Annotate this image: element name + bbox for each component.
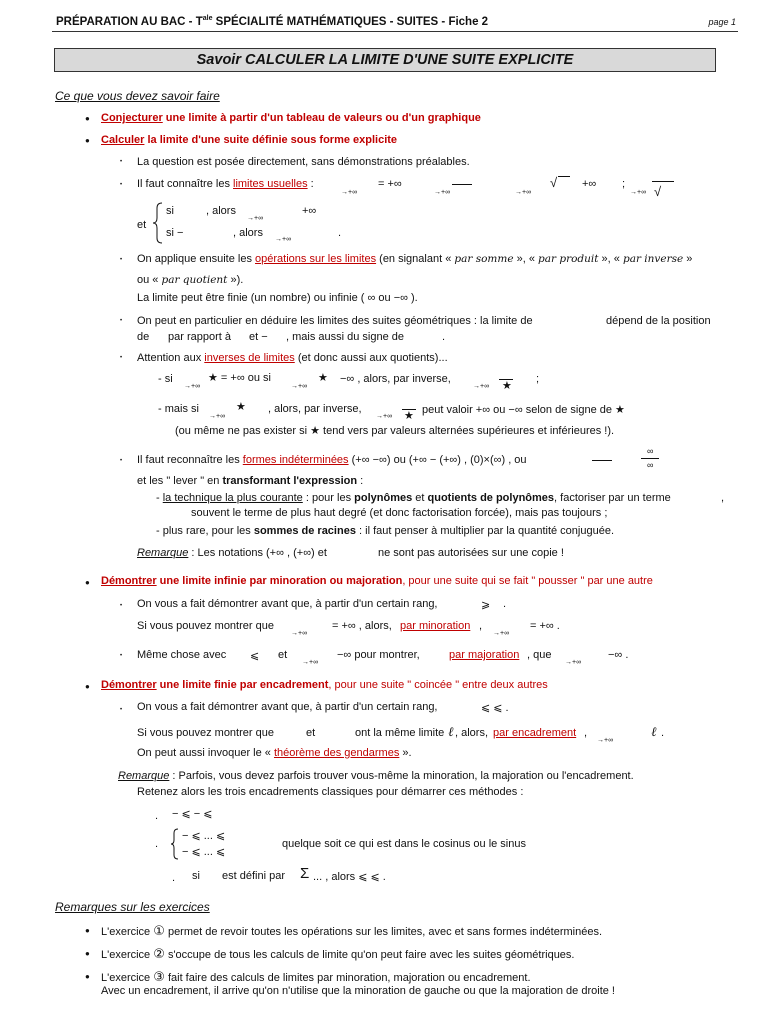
inv-semi: ; bbox=[536, 373, 540, 385]
eq-limit-3: +∞ bbox=[582, 178, 597, 190]
inv-star-plus: ★ = +∞ ou si bbox=[208, 372, 271, 384]
lim-subscript: →+∞ bbox=[275, 236, 292, 243]
bullet-icon: ● bbox=[85, 926, 90, 935]
lim-subscript: →+∞ bbox=[597, 737, 614, 744]
lim-subscript: →+∞ bbox=[376, 413, 393, 420]
inv-star-2: ★ bbox=[318, 372, 328, 384]
star-icon: ★ bbox=[502, 380, 512, 392]
text-si-vous-pouvez-1: Si vous pouvez montrer que bbox=[137, 620, 274, 632]
lim-subscript: →+∞ bbox=[291, 630, 308, 637]
sub-bullet-icon: • bbox=[120, 257, 123, 263]
fraction-bar bbox=[641, 458, 659, 459]
text-position: dépend de la position bbox=[606, 315, 711, 327]
text-haut-degre: souvent le terme de plus haut degré (et donc factorisation forcée), mais pas toujours ; bbox=[191, 507, 608, 519]
sub-bullet-icon: • bbox=[120, 653, 123, 659]
geq-sign: ⩾ bbox=[481, 599, 491, 611]
text-suites-geometriques: On peut en particulier en déduire les limites des suites géométriques : la limite de bbox=[137, 315, 533, 327]
text-limite-finie-infinie: La limite peut être finie (un nombre) ou infinie ( ∞ ou −∞ ). bbox=[137, 292, 418, 304]
point-calculer: Calculer la limite d'une suite définie sous forme explicite bbox=[101, 134, 398, 146]
mini-bullet: . bbox=[155, 810, 159, 822]
inv-si: - si bbox=[158, 373, 173, 385]
eq-plus-inf: = +∞ , alors, bbox=[332, 620, 392, 632]
text-meme-limite: ont la même limite bbox=[355, 727, 445, 739]
lim-subscript: →+∞ bbox=[291, 383, 308, 390]
page-header bbox=[52, 15, 738, 32]
text-operations-2: ou « par quotient »). bbox=[137, 274, 244, 286]
header-title: PRÉPARATION AU BAC - $T^{ale}$ SPÉCIALITÉ MATHÉMATIQUES - SUITES - Fiche 2 bbox=[56, 15, 489, 28]
fraction-bar bbox=[652, 181, 674, 182]
sub-bullet-icon: • bbox=[120, 355, 123, 361]
geo-dot: . bbox=[442, 331, 446, 343]
left-brace-icon bbox=[170, 828, 180, 860]
encadrement-2b: − ⩽ ... ⩽ bbox=[182, 846, 226, 858]
remark-exercice-2: L'exercice ② s'occupe de tous les calculs de limite qu'on peut faire avec les suites géométriques. bbox=[101, 946, 575, 961]
remark-exercice-3-line2: Avec un encadrement, il arrive qu'on n'utilise que la minoration de gauche ou que la majoration de droite ! bbox=[101, 985, 615, 997]
inf-bottom: ∞ bbox=[647, 460, 654, 470]
text-limites-usuelles: Il faut connaître les limites usuelles : bbox=[137, 178, 314, 190]
lim-subscript: →+∞ bbox=[209, 413, 226, 420]
sqrt-icon: √ bbox=[654, 184, 662, 199]
lim-subscript: →+∞ bbox=[341, 189, 358, 196]
text-certain-rang-1: On vous a fait démontrer avant que, à partir d'un certain rang, bbox=[137, 598, 438, 610]
lim-subscript: →+∞ bbox=[247, 215, 264, 222]
comma: , bbox=[721, 492, 725, 504]
section-heading-savoir: Ce que vous devez savoir faire bbox=[55, 89, 220, 103]
inv-moins-inf: −∞ , alors, par inverse, bbox=[340, 373, 451, 385]
encadrement-inline: ⩽ ⩽ . bbox=[481, 702, 509, 714]
text-question-directe: La question est posée directement, sans démonstrations préalables. bbox=[137, 156, 470, 168]
si-1: si bbox=[166, 205, 174, 217]
text-cosinus-sinus: quelque soit ce qui est dans le cosinus ou le sinus bbox=[282, 838, 526, 850]
ell-symbol: ℓ bbox=[448, 725, 454, 740]
encadrement-2a: − ⩽ ... ⩽ bbox=[182, 830, 226, 842]
inv-star-3: ★ bbox=[236, 401, 246, 413]
link-par-encadrement: par encadrement bbox=[493, 727, 577, 739]
semicolon: ; bbox=[622, 178, 626, 190]
sqrt-icon: √ bbox=[550, 175, 558, 190]
inv-peut-valoir: peut valoir +∞ ou −∞ selon de signe de ★ bbox=[422, 404, 625, 416]
bullet-icon: ● bbox=[85, 972, 90, 981]
sqrt-bar bbox=[558, 176, 570, 177]
text-alors: , alors, bbox=[455, 727, 489, 739]
left-brace-icon bbox=[152, 202, 164, 244]
et-label: et bbox=[137, 219, 147, 231]
text-formes-indeterminees: Il faut reconnaître les formes indéterminées (+∞ −∞) ou (+∞ − (+∞) , (0)×(∞) , ou bbox=[137, 454, 527, 466]
mini-bullet: . bbox=[155, 838, 159, 850]
text-lever: et les " lever " en transformant l'expression : bbox=[137, 475, 364, 487]
text-sommes-racines: - plus rare, pour les sommes de racines : il faut penser à multiplier par la quantité conjuguée. bbox=[156, 525, 614, 537]
text-pas-autorisees: ne sont pas autorisées sur une copie ! bbox=[378, 547, 564, 559]
eq-plus-inf-2: = +∞ . bbox=[530, 620, 560, 632]
bullet-icon: ● bbox=[85, 136, 90, 145]
lim-subscript: →+∞ bbox=[184, 383, 201, 390]
comma: , bbox=[584, 727, 588, 739]
fraction-bar bbox=[592, 460, 612, 461]
lim-subscript: →+∞ bbox=[565, 659, 582, 666]
inv-alors: , alors, par inverse, bbox=[268, 403, 362, 415]
sub-bullet-icon: • bbox=[120, 458, 123, 464]
sigma-icon: Σ bbox=[300, 865, 310, 882]
text-moins-inf: −∞ . bbox=[608, 649, 629, 661]
text-alors-encadrement: ... , alors ⩽ ⩽ . bbox=[313, 871, 386, 883]
lim-subscript: →+∞ bbox=[515, 189, 532, 196]
val-plus-inf: +∞ bbox=[302, 205, 317, 217]
text-ou-meme: (ou même ne pas exister si ★ tend vers par valeurs alternées supérieures et inférieures !). bbox=[175, 425, 615, 437]
encadrement-1: − ⩽ − ⩽ bbox=[172, 808, 213, 820]
sub-bullet-icon: • bbox=[120, 318, 123, 324]
text-technique-courante: - la technique la plus courante : pour les polynômes et quotients de polynômes, factoriser par un terme bbox=[156, 492, 671, 504]
geo-et: et − bbox=[249, 331, 268, 343]
text-si-vous-pouvez-2: Si vous pouvez montrer que bbox=[137, 727, 274, 739]
inv-mais-si: - mais si bbox=[158, 403, 199, 415]
page-number: page 1 bbox=[708, 17, 736, 27]
text-gendarmes: On peut aussi invoquer le « théorème des gendarmes ». bbox=[137, 747, 412, 759]
bullet-icon: ● bbox=[85, 578, 90, 587]
comma: , bbox=[479, 620, 483, 632]
text-remarque-parfois: Remarque : Parfois, vous devez parfois trouver vous-même la minoration, la majoration ou l'encadrement. bbox=[118, 770, 634, 782]
dot: . bbox=[503, 598, 507, 610]
text-certain-rang-2: On vous a fait démontrer avant que, à partir d'un certain rang, bbox=[137, 701, 438, 713]
sub-bullet-icon: • bbox=[120, 182, 123, 188]
lim-subscript: →+∞ bbox=[302, 659, 319, 666]
text-defini-par: est défini par bbox=[222, 870, 285, 882]
remark-exercice-3: L'exercice ③ fait faire des calculs de limites par minoration, majoration ou encadrement. bbox=[101, 969, 531, 984]
point-encadrement: Démontrer une limite finie par encadrement, pour une suite " coincée " entre deux autres bbox=[101, 679, 548, 691]
point-conjecturer: Conjecturer une limite à partir d'un tableau de valeurs ou d'un graphique bbox=[101, 112, 481, 124]
bullet-icon: ● bbox=[85, 682, 90, 691]
alors-2: , alors bbox=[233, 227, 263, 239]
si-2: si − bbox=[166, 227, 184, 239]
section-heading-remarques: Remarques sur les exercices bbox=[55, 900, 210, 914]
lim-subscript: →+∞ bbox=[630, 189, 647, 196]
et-label: et bbox=[306, 727, 316, 739]
mini-bullet: . bbox=[172, 872, 176, 884]
et-label: et bbox=[278, 649, 288, 661]
fraction-bar bbox=[452, 184, 472, 185]
inf-top: ∞ bbox=[647, 446, 654, 456]
page-title: Savoir CALCULER LA LIMITE D'UNE SUITE EXPLICITE bbox=[54, 48, 716, 72]
point-minoration-majoration: Démontrer une limite infinie par minoration ou majoration, pour une suite qui se fait " pousser " par une autre bbox=[101, 575, 653, 587]
text-retenez: Retenez alors les trois encadrements classiques pour démarrer ces méthodes : bbox=[137, 786, 524, 798]
text-pour-montrer: −∞ pour montrer, bbox=[337, 649, 420, 661]
text-meme-chose: Même chose avec bbox=[137, 649, 227, 661]
leq-sign: ⩽ bbox=[250, 650, 260, 662]
eq-limit-1: = +∞ bbox=[378, 178, 402, 190]
star-icon: ★ bbox=[404, 410, 414, 422]
alors-1: , alors bbox=[206, 205, 236, 217]
geo-par-rapport: par rapport à bbox=[168, 331, 231, 343]
bullet-icon: ● bbox=[85, 949, 90, 958]
link-par-majoration: par majoration bbox=[449, 649, 520, 661]
sub-bullet-icon: • bbox=[120, 159, 123, 165]
text-operations: On applique ensuite les opérations sur les limites (en signalant « par somme », « par produit », « par inverse » bbox=[137, 253, 693, 265]
dot: . bbox=[338, 227, 342, 239]
ell-symbol-2: ℓ bbox=[651, 725, 657, 740]
sub-bullet-icon: • bbox=[120, 707, 123, 713]
text-remarque-notations: Remarque : Les notations (+∞ , (+∞) et bbox=[137, 547, 327, 559]
bullet-icon: ● bbox=[85, 114, 90, 123]
dot: . bbox=[661, 727, 665, 739]
text-si-3: si bbox=[192, 870, 200, 882]
lim-subscript: →+∞ bbox=[493, 630, 510, 637]
link-par-minoration: par minoration bbox=[400, 620, 471, 632]
geo-signe: , mais aussi du signe de bbox=[286, 331, 405, 343]
lim-subscript: →+∞ bbox=[434, 189, 451, 196]
remark-exercice-1: L'exercice ① permet de revoir toutes les opérations sur les limites, avec et sans formes indéterminées. bbox=[101, 923, 603, 938]
text-que: , que bbox=[527, 649, 552, 661]
lim-subscript: →+∞ bbox=[473, 383, 490, 390]
geo-de: de bbox=[137, 331, 150, 343]
sub-bullet-icon: • bbox=[120, 603, 123, 609]
text-inverses: Attention aux inverses de limites (et donc aussi aux quotients)... bbox=[137, 352, 448, 364]
